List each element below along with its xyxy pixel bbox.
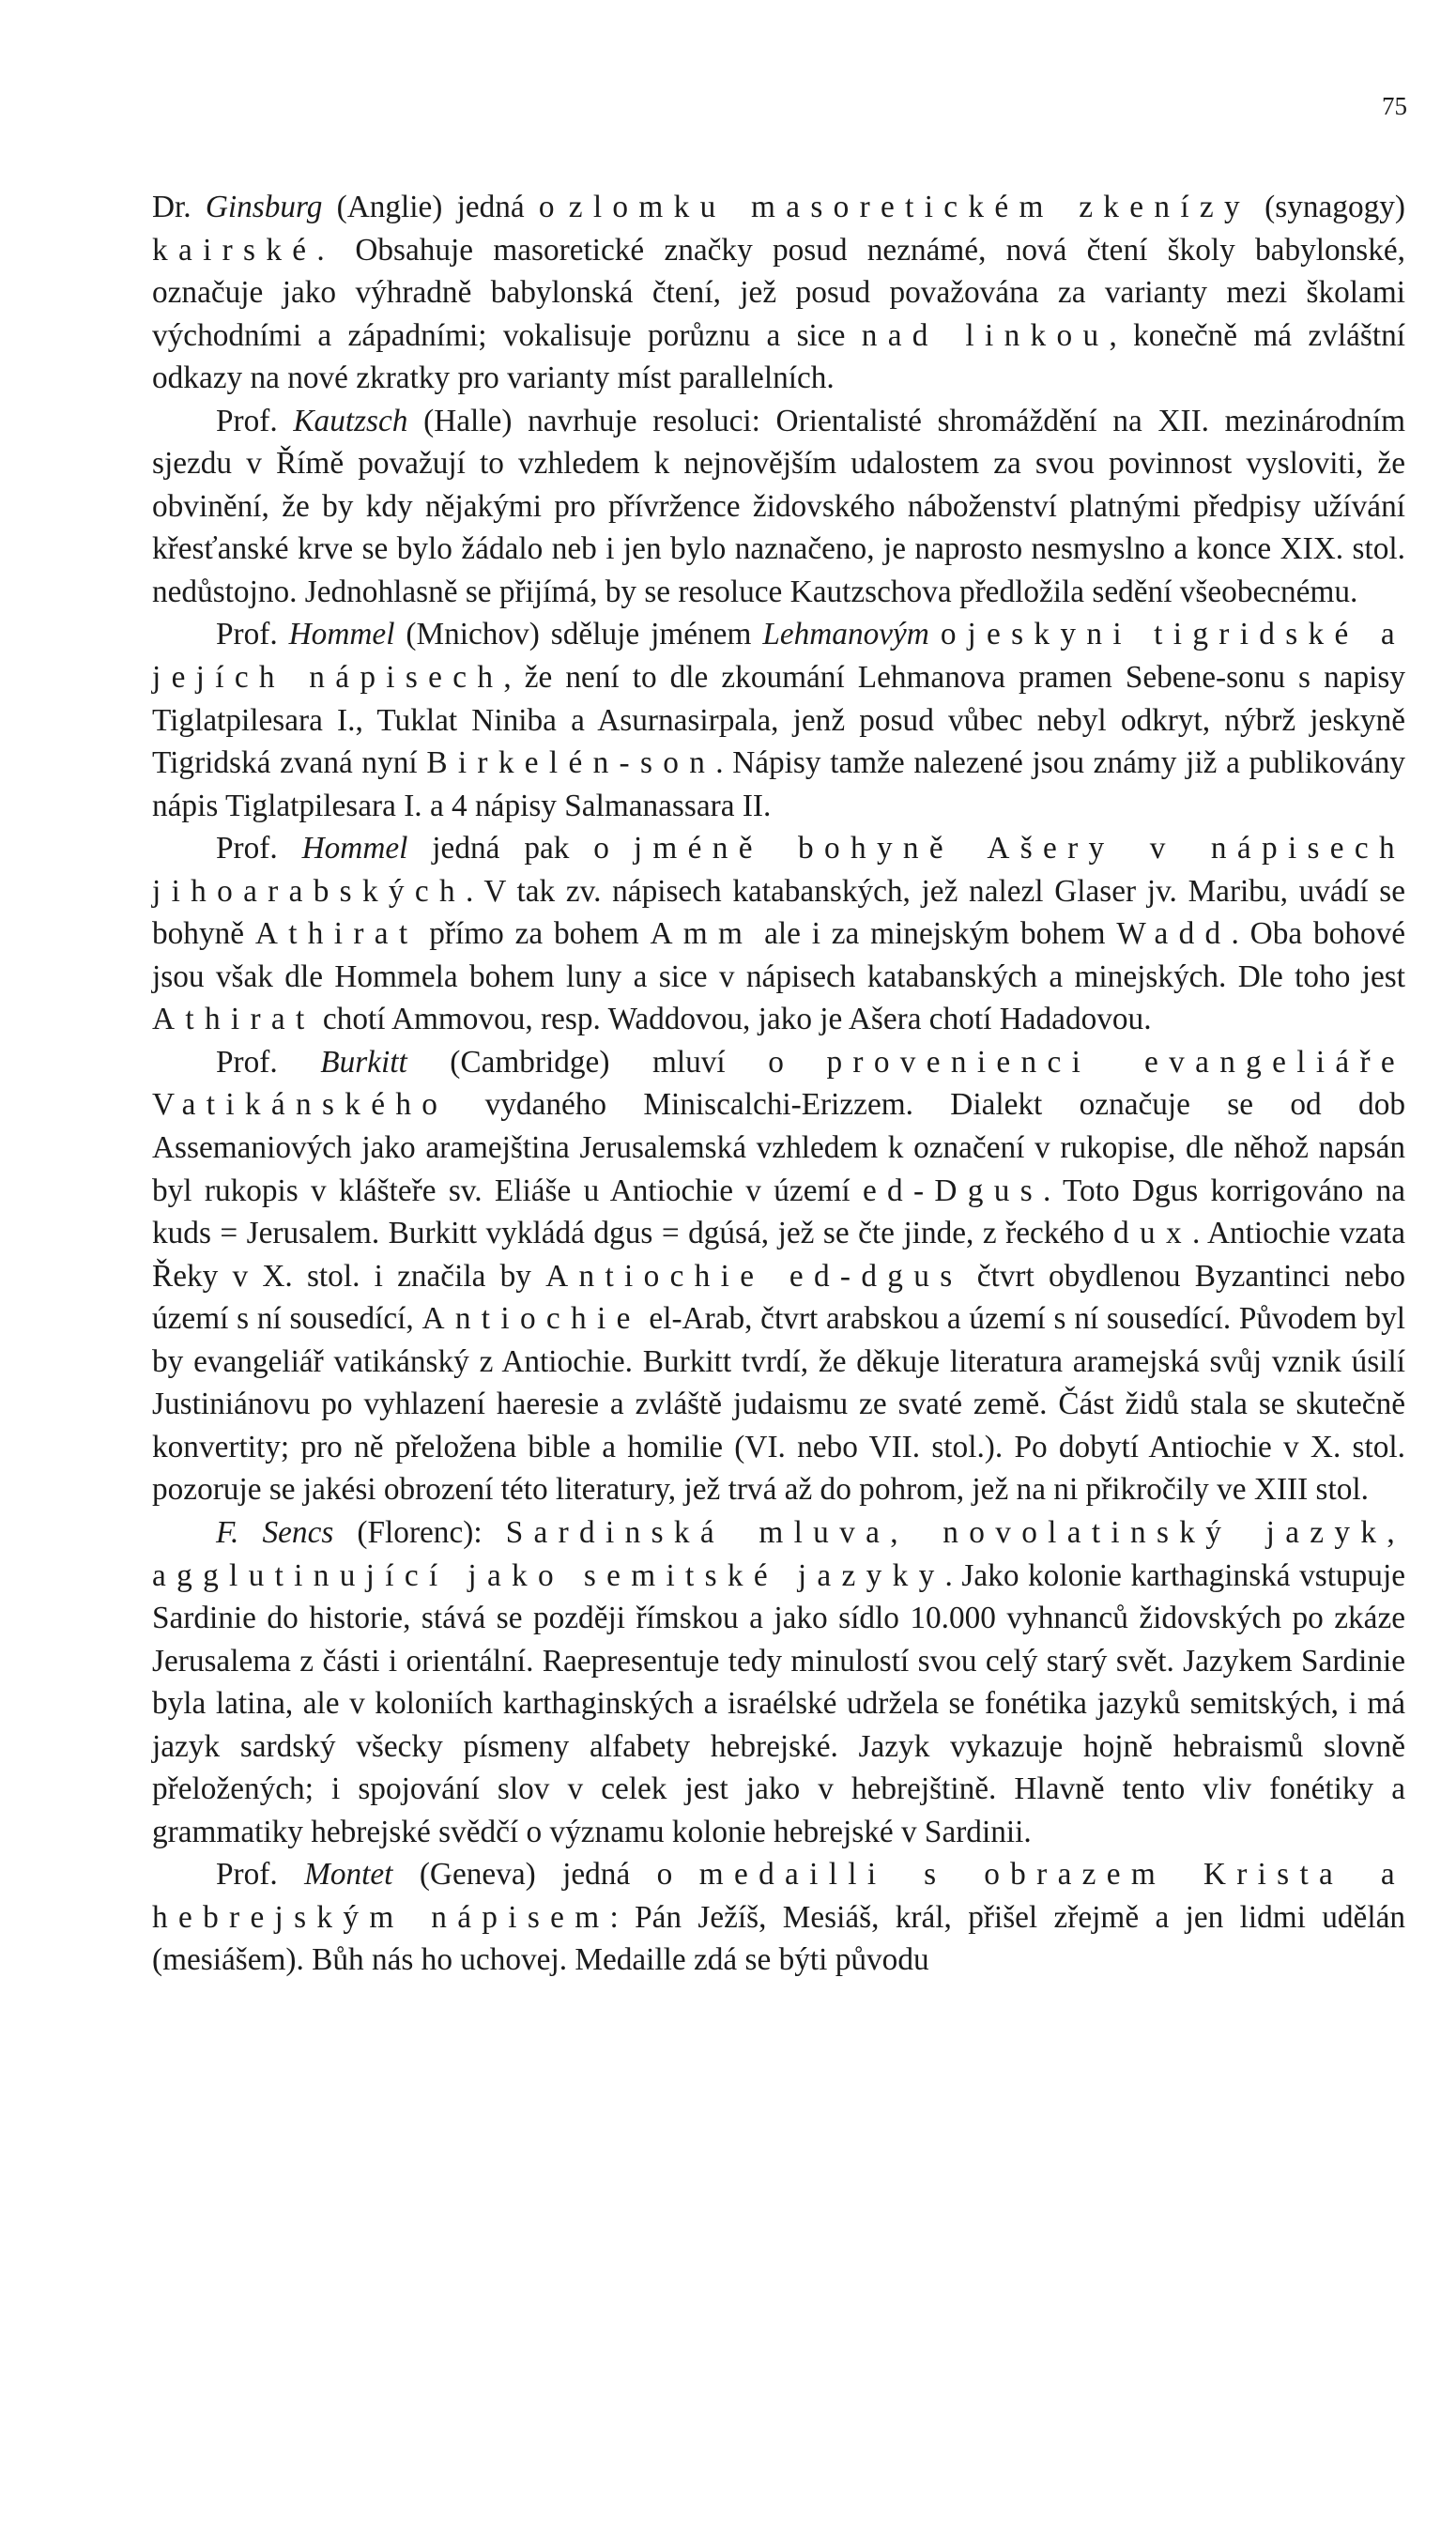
text-run: Prof. bbox=[216, 403, 294, 438]
text-run: . Antiochie vzata Řeky v X. stol. i značila by bbox=[152, 1216, 1405, 1294]
text-run: chotí Ammovou, resp. Waddovou, jako je Ašera chotí Hadadovou. bbox=[314, 1002, 1152, 1037]
text-run: Dr. bbox=[152, 190, 206, 224]
spaced-emphasis: zlomku masoretickém zkenízy bbox=[568, 190, 1250, 224]
text-run: (Mnichov) sděluje jménem bbox=[394, 617, 763, 652]
spaced-emphasis: medailli s obrazem Krista a hebrejským nápisem bbox=[152, 1857, 1405, 1935]
italic-name: Ginsburg bbox=[205, 190, 323, 224]
text-run: o bbox=[928, 617, 968, 652]
spaced-emphasis: Antiochie bbox=[421, 1301, 641, 1337]
paragraph-kautzsch bbox=[152, 400, 1405, 614]
text-run: . V tak zv. nápisech katabanských, jež nalezl Glaser jv. Maribu, uvádí se bohyně bbox=[152, 873, 1405, 952]
spaced-emphasis: Amm bbox=[650, 916, 754, 952]
text-run: vydaného Miniscalchi-Erizzem. Dialekt označuje se od dob Assemaniových jako aramejština Jerusalemská vzhledem k označení v rukopise, dle něhož napsán byl rukopis v klášteře sv. Eliáše u Antiochie v území bbox=[152, 1087, 1405, 1208]
text-run: Prof. bbox=[216, 831, 302, 866]
paragraph-hommel-jeskyne bbox=[152, 613, 1405, 827]
spaced-emphasis: kairské. bbox=[152, 232, 336, 268]
text-run: . Toto Dgus korrigováno na kuds = Jerusalem. Burkitt vykládá dgus = dgúsá, jež se čte jinde, z řeckého bbox=[152, 1173, 1405, 1251]
spaced-emphasis: dux bbox=[1113, 1216, 1192, 1251]
text-run: , konečně má zvláštní odkazy na nové zkratky pro varianty míst parallelních. bbox=[152, 317, 1405, 396]
text-run: (Halle) navrhuje resoluci: Orientalisté shromáždění na XII. mezinárodním sjezdu v Římě považují to vzhledem k nejnovějším udalostem za svou povinnost vysloviti, že obvinění, že by kdy nějakými pro přívržence židovského náboženství platnými předpisy užívání křesťanské krve se bylo žádalo neb i jen bylo naznačeno, je naprosto nesmyslno a konce XIX. stol. nedůstojno. Jednohlasně se přijímá, by se resoluce Kautzschova předložila sedění všeobecnému. bbox=[152, 403, 1405, 609]
spaced-emphasis: Birkelén-son bbox=[426, 745, 716, 781]
italic-name: Kautzsch bbox=[293, 403, 408, 438]
italic-name: Montet bbox=[304, 1857, 393, 1893]
spaced-emphasis: Antiochie ed-dgus bbox=[545, 1258, 963, 1294]
text-run: (Florenc): bbox=[333, 1514, 506, 1550]
page-number: 75 bbox=[1382, 92, 1407, 120]
italic-name: Burkitt bbox=[320, 1044, 407, 1080]
text-run: ale i za minejským bohem bbox=[753, 916, 1117, 952]
text-run: Prof. bbox=[216, 1857, 305, 1893]
spaced-emphasis: Athirat bbox=[152, 1002, 315, 1037]
spaced-emphasis: nad linkou bbox=[861, 317, 1110, 353]
spaced-emphasis: Athirat bbox=[254, 916, 419, 952]
spaced-emphasis: jméně bohyně Ašery v nápisech jihoarabských bbox=[152, 831, 1405, 909]
text-run: . Oba bohové jsou však dle Hommela bohem luny a sice v nápisech katabanských a minejských. Dle toho jest bbox=[152, 916, 1405, 994]
italic-name: Hommel bbox=[288, 617, 395, 652]
text-run: (Cambridge) mluví o bbox=[406, 1044, 827, 1080]
text-body bbox=[152, 186, 1405, 1982]
italic-name: F. Sencs bbox=[216, 1514, 334, 1550]
spaced-emphasis: ed-Dgus bbox=[862, 1173, 1044, 1208]
text-run: Prof. bbox=[216, 1044, 321, 1080]
spaced-emphasis: Sardinská mluva, novolatinský jazyk, agglutinující jako semitské jazyky bbox=[152, 1514, 1405, 1593]
spaced-emphasis: jeskyni tigridské a jejích nápisech bbox=[152, 617, 1405, 696]
paragraph-sencs bbox=[152, 1511, 1405, 1853]
paragraph-burkitt bbox=[152, 1041, 1405, 1511]
text-run: čtvrt obydlenou Byzantinci nebo území s ní sousedící, bbox=[152, 1258, 1405, 1337]
italic-name: Lehmanovým bbox=[762, 617, 929, 652]
text-run: . Jako kolonie karthaginská vstupuje Sardinie do historie, stává se později římskou a jako sídlo 10.000 vyhnanců židovských po zkáze Jerusalema z části i orientální. Raepresentuje tedy minulostí svou celý starý svět. Jazykem Sardinie byla latina, ale v koloniích karthaginských a israélské udržela se fonétika jazyků semitských, i má jazyk sardský všecky písmeny alfabety hebrejské. Jazyk vykazuje hojně hebraismů slovně přeložených; i spojování slov v celek jest jako v hebrejštině. Hlavně tento vliv fonétiky a grammatiky hebrejské svědčí o významu kolonie hebrejské v Sardinii. bbox=[152, 1557, 1405, 1849]
paragraph-ginsburg bbox=[152, 186, 1405, 400]
italic-name: Hommel bbox=[301, 831, 408, 866]
spaced-emphasis: provenienci evangeliáře Vatikánského bbox=[152, 1044, 1405, 1123]
text-run: (Geneva) jedná o bbox=[392, 1857, 699, 1893]
text-run: : Pán Ježíš, Mesiáš, král, přišel zřejmě a jen lidmi udělán (mesiášem). Bůh nás ho uchovej. Medaille zdá se býti původu bbox=[152, 1899, 1406, 1978]
text-run: přímo za bohem bbox=[418, 916, 651, 952]
spaced-emphasis: Wadd bbox=[1116, 916, 1232, 952]
text-run: jedná pak o bbox=[407, 831, 634, 866]
paragraph-hommel-ashera bbox=[152, 827, 1405, 1041]
text-run: (Anglie) jedná o bbox=[322, 190, 569, 224]
text-run: el-Arab, čtvrt arabskou a území s ní sousedící. Původem byl by evangeliář vatikánský z Antiochie. Burkitt tvrdí, že děkuje literatura aramejská svůj vznik úsilí Justiniánovu po vyhlazení haeresie a zvláště judaismu ze svaté země. Část židů stala se skutečně konvertity; pro ně přeložena bible a homilie (VI. nebo VII. stol.). Po dobytí Antiochie v X. stol. pozoruje se jakési obrození této literatury, jež trvá až do pohrom, jež na ni přikročily ve XIII stol. bbox=[152, 1301, 1405, 1508]
text-run: . Nápisy tamže nalezené jsou známy již a publikovány nápis Tiglatpilesara I. a 4 nápisy Salmanassara II. bbox=[152, 745, 1405, 823]
paragraph-montet bbox=[152, 1853, 1405, 1982]
text-run: Obsahuje masoretické značky posud neznámé, nová čtení školy babylonské, označuje jako výhradně babylonská čtení, jež posud považována za varianty mezi školami východními a západními; vokalisuje porůznu a sice bbox=[152, 232, 1405, 353]
text-run: , že není to dle zkoumání Lehmanova pramen Sebene-sonu s napisy Tiglatpilesara I., Tuklat Niniba a Asurnasirpala, jenž posud vůbec nebyl odkryt, nýbrž jeskyně Tigridská zvaná nyní bbox=[152, 660, 1406, 781]
text-run: (synagogy) bbox=[1249, 190, 1405, 224]
text-run: Prof. bbox=[216, 617, 289, 652]
